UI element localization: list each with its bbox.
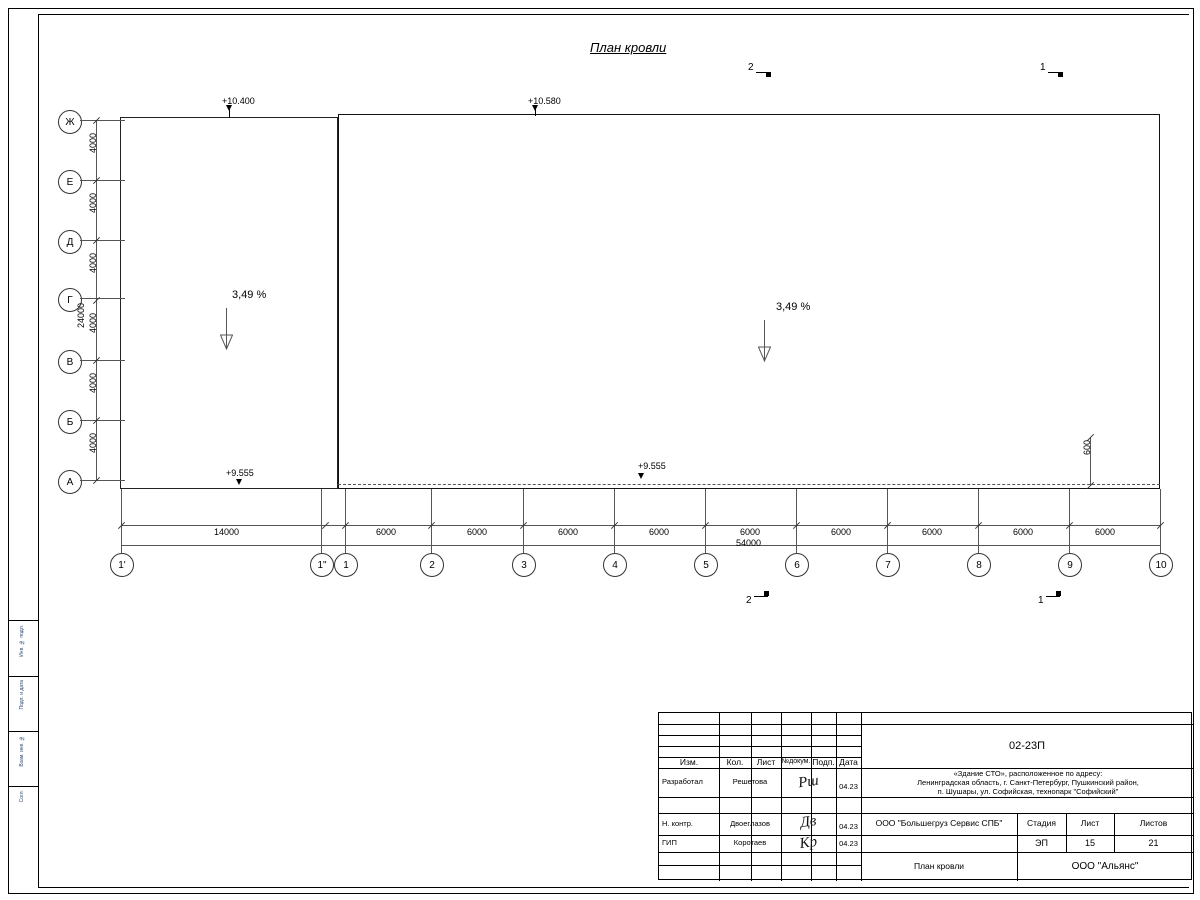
horizontal-dim-line <box>121 525 1160 526</box>
axis-bubble-zh[interactable]: Ж <box>58 110 82 134</box>
stamp-col-list: Лист <box>756 757 776 767</box>
stamp-signature-3: Кр <box>798 834 819 853</box>
elevation-label-3: +9.555 <box>226 468 254 478</box>
axis-bubble-d[interactable]: Д <box>58 230 82 254</box>
section-mark-1-top: 1 <box>1040 62 1046 73</box>
roof-parapet-dashed-line <box>338 484 1160 485</box>
stamp-col-ndocum: №докум. <box>781 758 811 766</box>
stamp-role-1: Разработал <box>662 777 703 787</box>
axis-line-1prime <box>121 489 122 553</box>
project-code: 02-23П <box>1008 739 1046 752</box>
sheets-value: 21 <box>1148 838 1159 849</box>
horizontal-dim-total: 54000 <box>736 538 762 548</box>
elevation-arrow-2 <box>532 105 538 111</box>
elevation-label-2: +10.580 <box>528 96 561 106</box>
axis-bubble-a[interactable]: А <box>58 470 82 494</box>
axis-line-8 <box>978 489 979 553</box>
horizontal-dim-6: 6000 <box>740 527 761 537</box>
sheet-title: План кровли <box>913 860 965 871</box>
axis-line-v <box>80 360 125 361</box>
axis-line-d <box>80 240 125 241</box>
axis-line-7 <box>887 489 888 553</box>
stamp-signature-1: Рш <box>797 772 820 792</box>
axis-line-zh <box>80 120 125 121</box>
left-strip-text-2: Подп. и дата <box>19 680 25 710</box>
sheets-header: Листов <box>1139 818 1168 829</box>
plan-title: План кровли <box>590 40 667 55</box>
axis-line-a <box>80 480 125 481</box>
edge-dim-label: 600 <box>1082 440 1092 456</box>
axis-bubble-1prime[interactable]: 1' <box>110 553 134 577</box>
stamp-date-3: 04.23 <box>839 839 858 849</box>
axis-bubble-b[interactable]: Б <box>58 410 82 434</box>
vertical-dim-2: 4000 <box>88 193 98 214</box>
section-mark-1-bottom-arrow <box>1056 591 1061 596</box>
left-strip-cell-3 <box>8 731 38 787</box>
axis-bubble-2[interactable]: 2 <box>420 553 444 577</box>
stamp-rule-10 <box>659 865 861 866</box>
axis-line-2 <box>431 489 432 553</box>
left-strip-cell-4 <box>8 786 38 893</box>
vertical-dim-5: 4000 <box>88 373 98 394</box>
stamp-vrule-5 <box>836 713 837 881</box>
axis-bubble-9[interactable]: 9 <box>1058 553 1082 577</box>
roof-area-right <box>338 114 1160 489</box>
left-strip-text-1: Инв. № подл. <box>19 625 25 657</box>
horizontal-dim-10: 6000 <box>1095 527 1116 537</box>
stamp-role-3: ГИП <box>662 838 677 848</box>
stamp-signature-2: Дв <box>799 813 818 832</box>
horizontal-dim-2: 6000 <box>376 527 397 537</box>
axis-line-g <box>80 298 125 299</box>
elevation-label-4: +9.555 <box>638 461 666 471</box>
axis-line-3 <box>523 489 524 553</box>
horizontal-dim-4: 6000 <box>558 527 579 537</box>
slope-arrow-left-head <box>220 334 233 355</box>
elevation-arrow-1 <box>226 105 232 111</box>
axis-line-10 <box>1160 489 1161 553</box>
section-mark-2-bottom: 2 <box>746 595 752 606</box>
horizontal-dim-5: 6000 <box>649 527 670 537</box>
section-mark-2-top: 2 <box>748 62 754 73</box>
elevation-arrow-4 <box>638 473 644 479</box>
horizontal-total-dim-line <box>121 545 1160 546</box>
sheet-header: Лист <box>1080 818 1100 829</box>
stamp-name-3: Коротаев <box>733 838 767 848</box>
vertical-dim-3: 4000 <box>88 253 98 274</box>
axis-bubble-e[interactable]: Е <box>58 170 82 194</box>
stamp-rule-6 <box>659 797 1193 798</box>
stamp-role-2: Н. контр. <box>662 818 693 828</box>
axis-line-b <box>80 420 125 421</box>
elevation-arrow-3 <box>236 479 242 485</box>
slope-label-left: 3,49 % <box>232 289 267 301</box>
stamp-vrule-2 <box>751 713 752 881</box>
axis-line-5 <box>705 489 706 553</box>
object-name-line3: п. Шушары, ул. Софийская, технопарк "Софийский" <box>937 788 1119 797</box>
axis-line-6 <box>796 489 797 553</box>
axis-bubble-7[interactable]: 7 <box>876 553 900 577</box>
axis-bubble-6[interactable]: 6 <box>785 553 809 577</box>
axis-line-e <box>80 180 125 181</box>
section-mark-2-bottom-arrow <box>764 591 769 596</box>
section-mark-1-bottom: 1 <box>1038 595 1044 606</box>
stamp-rule-3 <box>659 746 861 747</box>
vertical-dim-total: 24000 <box>76 303 86 329</box>
section-mark-1-top-arrow <box>1058 72 1063 77</box>
left-margin-strip <box>8 620 38 893</box>
stamp-col-kol: Кол. <box>726 757 744 767</box>
slope-label-right: 3,49 % <box>776 301 811 313</box>
axis-line-9 <box>1069 489 1070 553</box>
customer-name: ООО "Большегруз Сервис СПБ" <box>875 818 1003 829</box>
axis-bubble-10[interactable]: 10 <box>1149 553 1173 577</box>
stamp-date-2: 04.23 <box>839 822 858 832</box>
axis-line-1 <box>345 489 346 553</box>
stamp-col-podp: Подп. <box>812 757 835 767</box>
horizontal-dim-1: 14000 <box>214 527 240 537</box>
axis-bubble-v[interactable]: В <box>58 350 82 374</box>
stamp-date-1: 04.23 <box>839 781 858 791</box>
horizontal-dim-8: 6000 <box>922 527 943 537</box>
title-block <box>658 712 1192 880</box>
axis-bubble-1[interactable]: 1 <box>334 553 358 577</box>
slope-arrow-right-head <box>758 346 771 367</box>
horizontal-dim-3: 6000 <box>467 527 488 537</box>
stage-value: ЭП <box>1035 838 1048 849</box>
left-strip-cell-2 <box>8 676 38 732</box>
stamp-col-izm: Изм. <box>679 757 699 767</box>
roof-area-left <box>120 117 338 489</box>
stamp-name-2: Двоеглазов <box>730 818 770 828</box>
horizontal-dim-7: 6000 <box>831 527 852 537</box>
horizontal-dim-9: 6000 <box>1013 527 1034 537</box>
elevation-label-1: +10.400 <box>222 96 255 106</box>
section-mark-2-top-arrow <box>766 72 771 77</box>
axis-bubble-1dprime[interactable]: 1" <box>310 553 334 577</box>
vertical-dim-1: 4000 <box>88 133 98 154</box>
left-strip-cell-1 <box>8 621 38 677</box>
company-name: ООО "Альянс" <box>1071 860 1139 872</box>
stamp-rule-2 <box>659 735 861 736</box>
left-strip-text-4: Согл. <box>19 790 25 803</box>
axis-bubble-3[interactable]: 3 <box>512 553 536 577</box>
axis-bubble-5[interactable]: 5 <box>694 553 718 577</box>
section-mark-1-bottom-line <box>1046 596 1060 597</box>
stamp-name-1: Решетова <box>732 777 768 787</box>
vertical-dim-4: 4000 <box>88 313 98 334</box>
axis-bubble-4[interactable]: 4 <box>603 553 627 577</box>
sheet-value: 15 <box>1084 838 1095 849</box>
left-strip-text-3: Взам. инв. № <box>19 735 25 767</box>
object-name-line1: «Здание СТО», расположенное по адресу: <box>953 770 1103 779</box>
axis-bubble-g[interactable]: Г <box>58 288 82 312</box>
section-mark-2-bottom-line <box>754 596 768 597</box>
stage-header: Стадия <box>1027 818 1056 829</box>
object-name-line2: Ленинградская область, г. Санкт-Петербург, Пушкинский район, <box>917 779 1139 788</box>
axis-bubble-8[interactable]: 8 <box>967 553 991 577</box>
stamp-vrule-1 <box>719 713 720 881</box>
vertical-dim-6: 4000 <box>88 433 98 454</box>
stamp-col-data: Дата <box>839 757 858 767</box>
axis-line-4 <box>614 489 615 553</box>
axis-line-1dprime <box>321 489 322 553</box>
